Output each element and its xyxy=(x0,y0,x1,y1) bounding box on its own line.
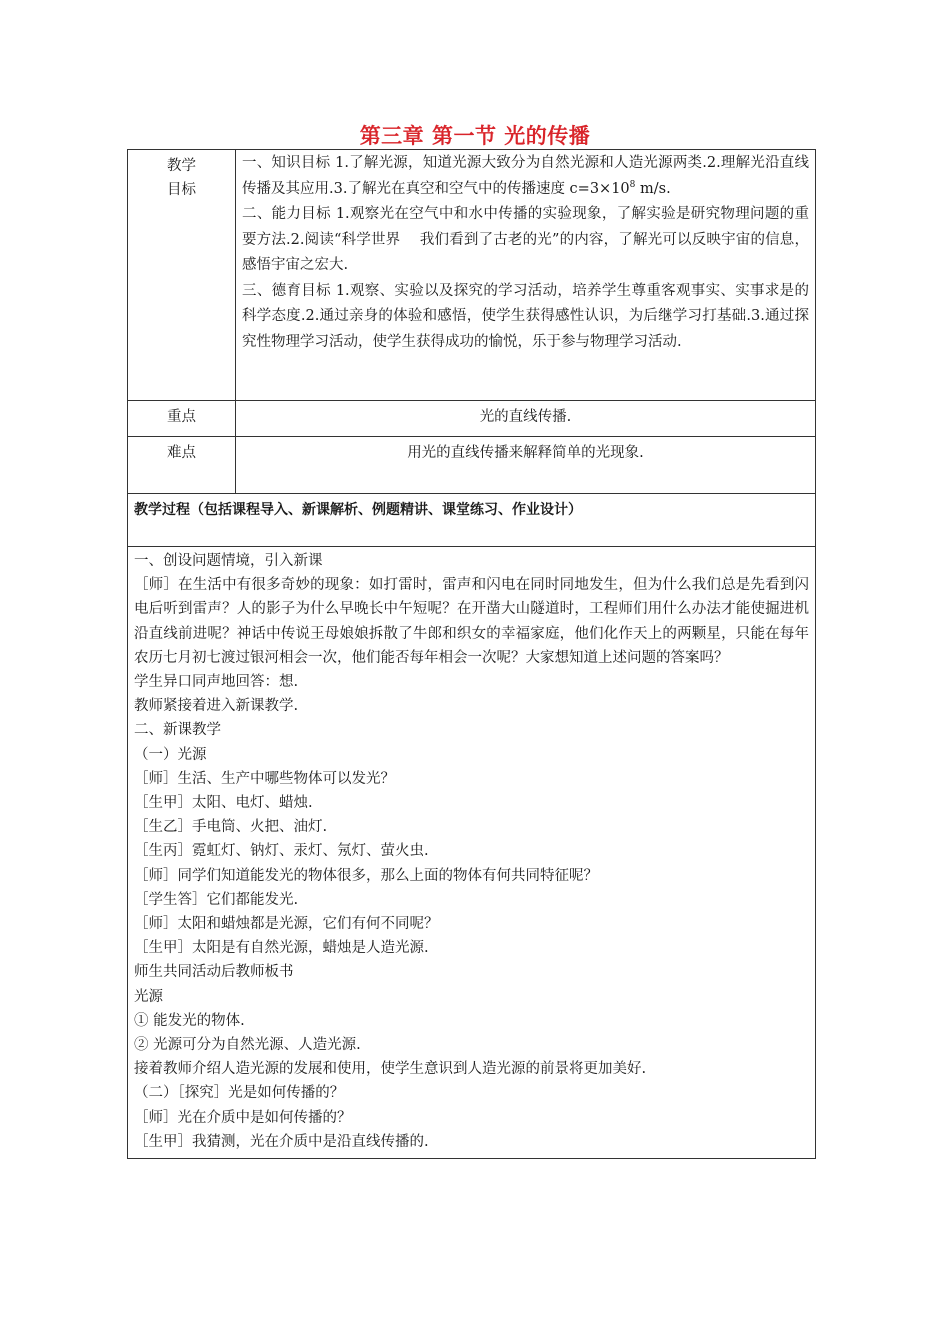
section-1-paragraph: ［师］在生活中有很多奇妙的现象：如打雷时，雷声和闪电在同时同地发生，但为什么我们总是先看到闪电后听到雷声？人的影子为什么早晚长中午短呢？在开凿大山隧道时，工程师们用什么办法才能使掘进机沿直线前进呢？神话中传说王母娘娘拆散了牛郎和织女的幸福家庭，他们化作天上的两颗星，只能在每年农历七月初七渡过银河相会一次，他们能否每年相会一次呢？大家想知道上述问题的答案吗？ xyxy=(134,577,809,666)
process-line: ① 能发光的物体. xyxy=(134,1012,245,1029)
knowledge-goal-text: 一、知识目标 1.了解光源，知道光源大致分为自然光源和人造光源两类.2.理解光沿直线传播及其应用.3.了解光在真空和空气中的传播速度 c=3×10 xyxy=(242,155,809,197)
key-point-label: 重点 xyxy=(128,401,236,437)
goals-content xyxy=(236,150,816,401)
process-line: ［生乙］手电筒、火把、油灯. xyxy=(134,819,328,836)
process-line: 师生共同活动后教师板书 xyxy=(134,964,294,981)
page-title: 第三章 第一节 光的传播 xyxy=(359,124,591,148)
process-line: （一）光源 xyxy=(134,746,207,763)
process-line: 二、新课教学 xyxy=(134,722,221,739)
goals-label-line1: 教学 xyxy=(167,158,196,174)
process-line: ② 光源可分为自然光源、人造光源. xyxy=(134,1037,361,1054)
key-point-text: 光的直线传播. xyxy=(236,401,816,437)
knowledge-goal-unit: m/s. xyxy=(635,180,671,197)
process-body-row xyxy=(128,547,816,1159)
process-line: ［生甲］太阳、电灯、蜡烛. xyxy=(134,795,313,812)
process-body xyxy=(128,547,816,1159)
moral-goal: 三、德育目标 1.观察、实验以及探究的学习活动，培养学生尊重客观事实、实事求是的科学态度.2.通过亲身的体验和感悟，使学生获得感性认识，为后继学习打基础.3.通过探究性物理学习活动，使学生获得成功的愉悦，乐于参与物理学习活动. xyxy=(242,282,809,350)
lesson-plan-table xyxy=(127,149,816,1159)
process-line: 学生异口同声地回答：想. xyxy=(134,674,299,691)
difficulty-row xyxy=(128,437,816,494)
process-line: ［师］光在介质中是如何传播的？ xyxy=(134,1109,352,1126)
process-line: ［师］生活、生产中哪些物体可以发光？ xyxy=(134,770,395,787)
process-line: ［生甲］太阳是有自然光源，蜡烛是人造光源. xyxy=(134,940,429,957)
difficulty-text: 用光的直线传播来解释简单的光现象. xyxy=(236,437,816,494)
process-line: ［生丙］霓虹灯、钠灯、汞灯、氖灯、萤火虫. xyxy=(134,843,429,860)
process-line: ［师］太阳和蜡烛都是光源，它们有何不同呢？ xyxy=(134,916,439,933)
ability-goal: 二、能力目标 1.观察光在空气中和水中传播的实验现象，了解实验是研究物理问题的重要方法.2.阅读“科学世界 我们看到了古老的光”的内容，了解光可以反映宇宙的信息，感悟宇宙之宏大. xyxy=(242,206,809,273)
key-point-row xyxy=(128,401,816,437)
goals-label xyxy=(128,150,236,401)
knowledge-goal xyxy=(242,151,809,202)
difficulty-label: 难点 xyxy=(128,437,236,494)
knowledge-goal-exponent: 8 xyxy=(629,179,636,190)
goals-label-line2: 目标 xyxy=(167,182,196,198)
process-line: 光源 xyxy=(134,988,163,1005)
process-line: ［学生答］它们都能发光. xyxy=(134,891,299,908)
goals-row xyxy=(128,150,816,401)
process-header-row xyxy=(128,494,816,547)
process-line: ［生甲］我猜测，光在介质中是沿直线传播的. xyxy=(134,1133,429,1150)
process-line: ［师］同学们知道能发光的物体很多，那么上面的物体有何共同特征呢？ xyxy=(134,867,598,884)
process-line: 接着教师介绍人造光源的发展和使用，使学生意识到人造光源的前景将更加美好. xyxy=(134,1061,647,1078)
process-line: （二）［探究］光是如何传播的？ xyxy=(134,1085,345,1102)
section-1-title: 一、创设问题情境，引入新课 xyxy=(134,553,323,569)
process-header: 教学过程（包括课程导入、新课解析、例题精讲、课堂练习、作业设计） xyxy=(128,494,816,547)
process-line: 教师紧接着进入新课教学. xyxy=(134,698,299,715)
